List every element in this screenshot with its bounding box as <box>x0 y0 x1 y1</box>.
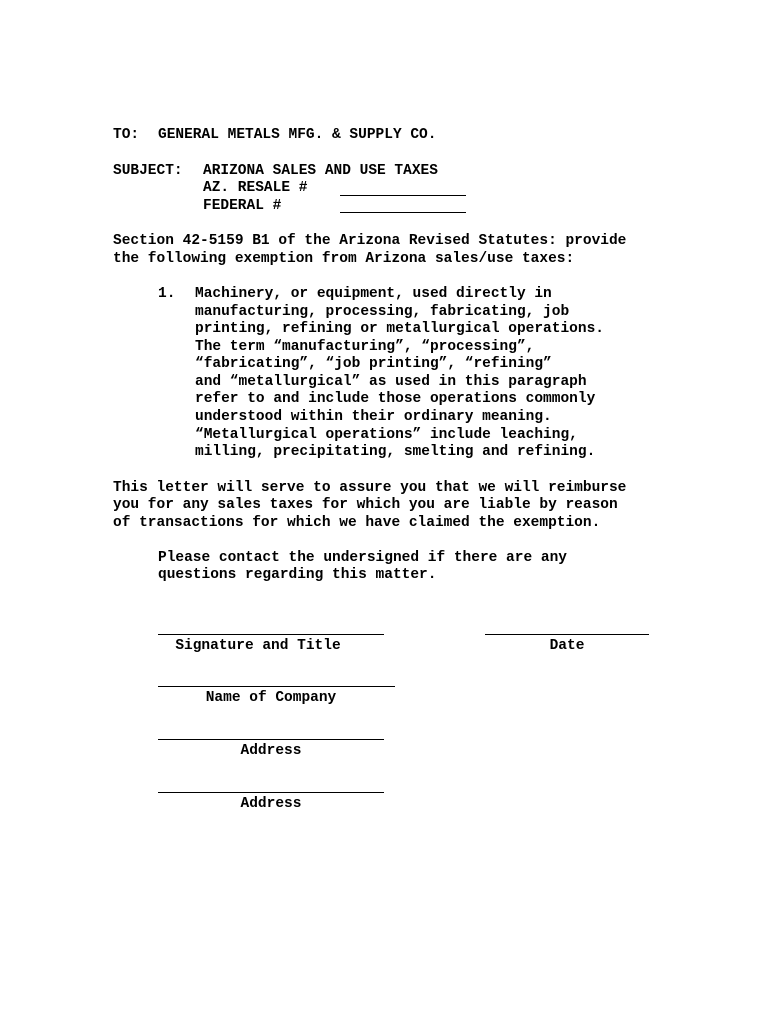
item-line: “fabricating”, “job printing”, “refining” <box>195 356 552 372</box>
item-line: refer to and include those operations commonly <box>195 391 596 407</box>
assurance-line: This letter will serve to assure you that we will reimburse <box>113 480 627 496</box>
recipient-name: GENERAL METALS MFG. & SUPPLY CO. <box>158 127 437 143</box>
assurance-line: you for any sales taxes for which you are liable by reason <box>113 497 618 513</box>
federal-number-label: FEDERAL # <box>203 198 282 214</box>
contact-line: Please contact the undersigned if there are any <box>158 550 567 566</box>
resale-number-field[interactable] <box>340 195 466 196</box>
item-line: The term “manufacturing”, “processing”, <box>195 339 535 355</box>
company-name-label: Name of Company <box>205 690 337 706</box>
intro-line: the following exemption from Arizona sales/use taxes: <box>113 251 575 267</box>
item-line: understood within their ordinary meaning. <box>195 409 552 425</box>
intro-line: Section 42-5159 B1 of the Arizona Revised Statutes: provide <box>113 233 627 249</box>
signature-and-title-label: Signature and Title <box>175 638 341 654</box>
address-label-1: Address <box>240 743 302 759</box>
assurance-line: of transactions for which we have claimed the exemption. <box>113 515 601 531</box>
federal-number-field[interactable] <box>340 212 466 213</box>
company-name-line[interactable] <box>158 686 395 687</box>
signature-line[interactable] <box>158 634 384 635</box>
item-line: manufacturing, processing, fabricating, job <box>195 304 570 320</box>
to-label: TO: <box>113 127 140 143</box>
contact-line: questions regarding this matter. <box>158 567 437 583</box>
date-label: Date <box>549 638 585 654</box>
item-line: Machinery, or equipment, used directly in <box>195 286 552 302</box>
date-line[interactable] <box>485 634 649 635</box>
address-line-2[interactable] <box>158 792 384 793</box>
address-line-1[interactable] <box>158 739 384 740</box>
address-label-2: Address <box>240 796 302 812</box>
item-number: 1. <box>158 286 176 302</box>
subject-label: SUBJECT: <box>113 163 183 179</box>
item-line: “Metallurgical operations” include leaching, <box>195 427 578 443</box>
item-line: milling, precipitating, smelting and refining. <box>195 444 596 460</box>
subject-title: ARIZONA SALES AND USE TAXES <box>203 163 438 179</box>
item-line: and “metallurgical” as used in this paragraph <box>195 374 587 390</box>
resale-number-label: AZ. RESALE # <box>203 180 308 196</box>
item-line: printing, refining or metallurgical operations. <box>195 321 604 337</box>
